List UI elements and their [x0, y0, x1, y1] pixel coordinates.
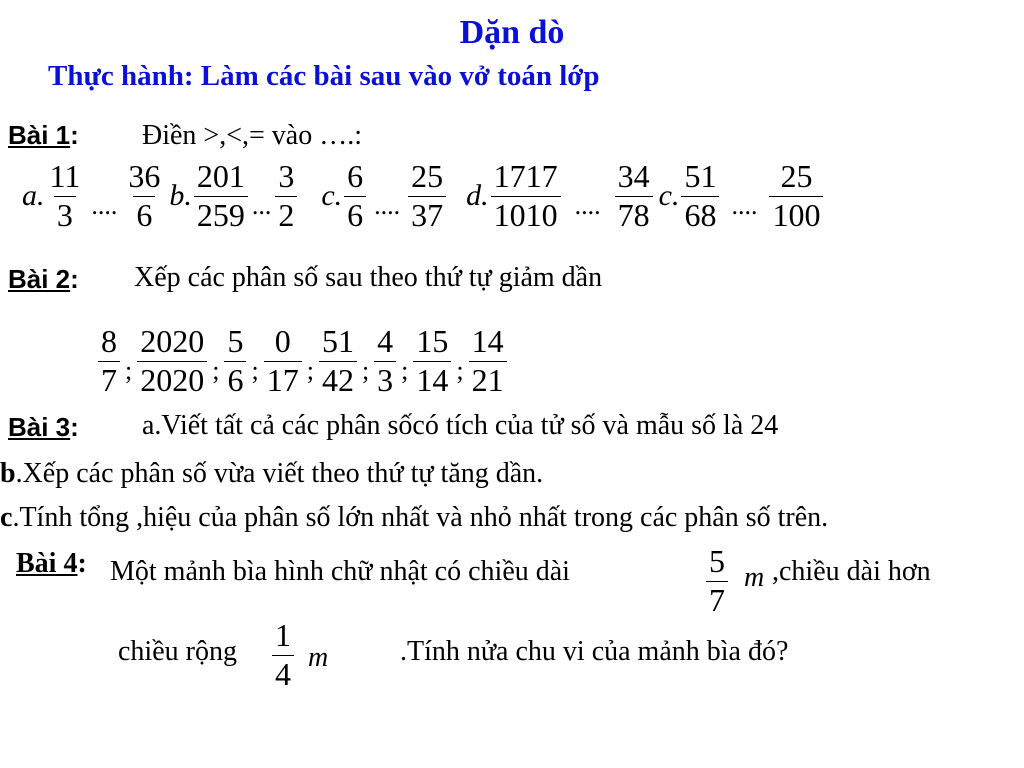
- page-subtitle: Thực hành: Làm các bài sau vào vở toán lớp: [48, 60, 600, 92]
- blank-dots: ....: [91, 191, 118, 221]
- exercise-2-label: Bài 2: [8, 264, 71, 294]
- fraction: $\frac{51}{42}$: [317, 325, 359, 397]
- item-prefix: b.: [169, 179, 192, 213]
- exercise-1-header: Bài 1:: [8, 120, 79, 150]
- separator: ;: [251, 356, 259, 386]
- fraction: $\frac{4}{3}$: [372, 325, 398, 397]
- fraction: $\frac{201}{259}$: [192, 160, 250, 232]
- unit-meter: m: [308, 642, 329, 673]
- exercise-4-text-4: .Tính nửa chu vi của mảnh bìa đó?: [400, 636, 789, 667]
- item-prefix: d.: [466, 179, 489, 213]
- fraction: $\frac{6}{6}$: [342, 160, 368, 232]
- exercise-4-header: Bài 4:: [16, 548, 87, 579]
- separator: ;: [456, 356, 464, 386]
- exercise-3-part-c: c.Tính tổng ,hiệu của phân số lớn nhất và nhỏ nhất trong các phân số trên.: [0, 502, 829, 533]
- exercise-4-fraction-diff: $\frac{1}{4}$: [270, 619, 296, 691]
- exercise-2-header: Bài 2:: [8, 264, 79, 294]
- exercise-4-label: Bài 4: [16, 548, 78, 579]
- exercise-3-header: Bài 3:: [8, 412, 79, 442]
- exercise-3-part-a: a.Viết tất cả các phân sốcó tích của tử số và mẫu số là 24: [142, 410, 779, 441]
- item-prefix: c.: [658, 179, 680, 213]
- exercise-3-part-b: b.Xếp các phân số vừa viết theo thứ tự tăng dần.: [0, 458, 544, 489]
- blank-dots: ....: [731, 191, 758, 221]
- fraction: $\frac{34}{78}$: [613, 160, 655, 232]
- blank-dots: ...: [251, 191, 272, 221]
- fraction: $\frac{25}{37}$: [406, 160, 448, 232]
- fraction: $\frac{51}{68}$: [679, 160, 721, 232]
- fraction: $\frac{11}{3}$: [49, 158, 81, 233]
- unit-meter: m: [744, 562, 765, 593]
- fraction: $\frac{25}{100}$: [767, 160, 825, 232]
- fraction: $\frac{15}{14}$: [411, 325, 453, 397]
- exercise-3-label: Bài 3: [8, 412, 71, 442]
- separator: ;: [361, 356, 370, 386]
- page-title: Dặn dò: [459, 14, 565, 51]
- exercise-1-instruction: Điền >,<,= vào ….:: [142, 120, 363, 151]
- fraction: $\frac{3}{2}$: [273, 160, 299, 232]
- exercise-2-instruction: Xếp các phân số sau theo thứ tự giảm dần: [134, 262, 603, 293]
- item-prefix: a.: [22, 179, 45, 213]
- separator: ;: [401, 356, 409, 386]
- exercise-4-text-3: chiều rộng: [118, 636, 237, 667]
- exercise-2-fraction-list: [96, 325, 509, 397]
- exercise-4-text-2: ,chiều dài hơn: [772, 556, 931, 587]
- separator: ;: [212, 356, 220, 386]
- blank-dots: ....: [374, 191, 401, 221]
- separator: ;: [306, 356, 314, 386]
- exercise-1-comparisons: [22, 160, 825, 232]
- separator: ;: [125, 356, 133, 386]
- fraction: $\frac{14}{21}$: [467, 325, 509, 397]
- exercise-4-text-1: Một mảnh bìa hình chữ nhật có chiều dài: [110, 556, 570, 587]
- fraction: $\frac{36}{6}$: [128, 158, 161, 233]
- fraction: $\frac{8}{7}$: [96, 325, 122, 397]
- fraction: $\frac{0}{17}$: [262, 325, 304, 397]
- exercise-1-label: Bài 1: [8, 120, 71, 150]
- fraction: $\frac{5}{6}$: [222, 325, 248, 397]
- item-prefix: c.: [321, 179, 343, 213]
- exercise-4-fraction-length: $\frac{5}{7}$: [704, 545, 730, 617]
- fraction: $\frac{2020}{2020}$: [135, 325, 209, 397]
- fraction: $\frac{1717}{1010}$: [489, 160, 563, 232]
- blank-dots: ....: [574, 191, 601, 221]
